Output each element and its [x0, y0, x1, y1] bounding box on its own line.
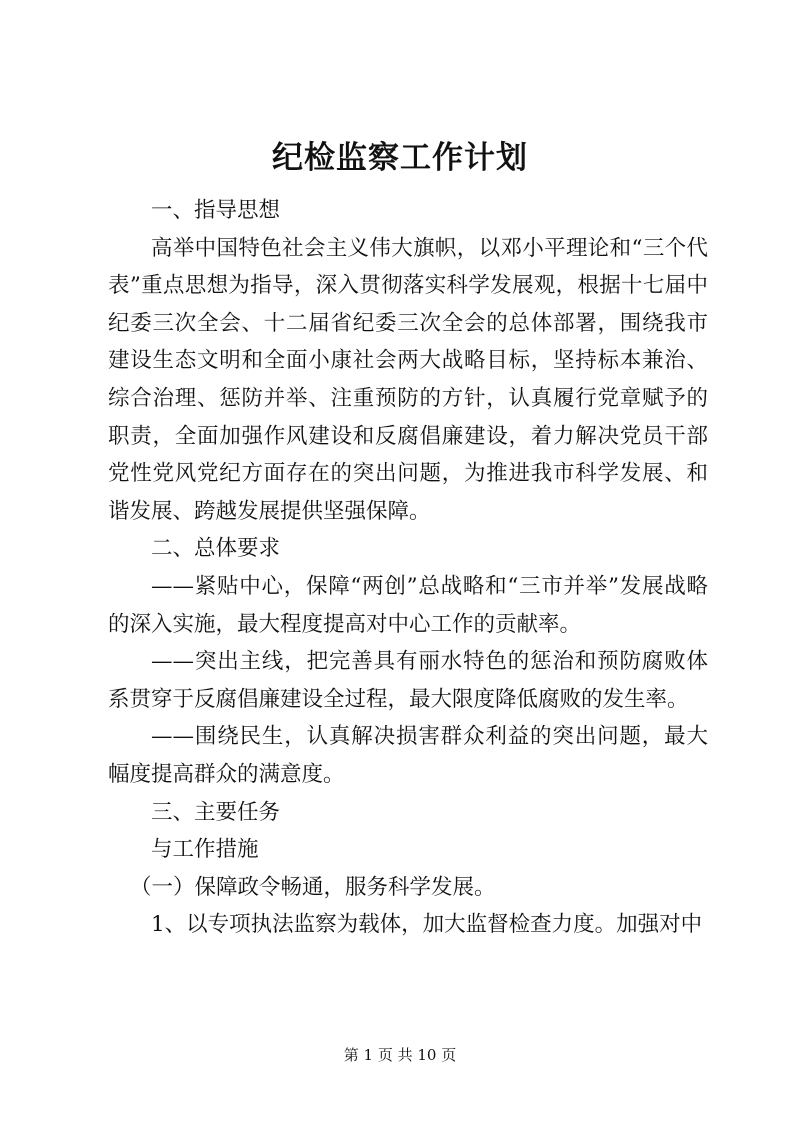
requirement-item-3: ——围绕民生，认真解决损害群众利益的突出问题，最大幅度提高群众的满意度。 [108, 724, 708, 787]
heading-guiding-ideology: 一、指导思想 [151, 198, 281, 223]
heading-main-tasks-continued: 与工作措施 [151, 837, 259, 863]
requirement-item-2: ——突出主线，把完善具有丽水特色的惩治和预防腐败体系贯穿于反腐倡廉建设全过程，最大限度降低腐败的发生率。 [108, 649, 708, 712]
document-title: 纪检监察工作计划 [272, 140, 528, 176]
subheading-1: （一）保障政令畅通，服务科学发展。 [130, 874, 496, 900]
heading-general-requirements: 二、总体要求 [151, 536, 281, 562]
task-item-1: 1、以专项执法监察为载体，加大监督检查力度。加强对中 [151, 912, 703, 938]
paragraph-guiding-ideology: 高举中国特色社会主义伟大旗帜，以邓小平理论和“三个代表”重点思想为指导，深入贯彻落实科学发展观，根据十七届中纪委三次全会、十二届省纪委三次全会的总体部署，围绕我市建设生态文明和全面小康社会两大战略目标，坚持标本兼治、综合治理、惩防并举、注重预防的方针，认真履行党章赋予的职责，全面加强作风建设和反腐倡廉建设，着力解决党员干部党性党风党纪方面存在的突出问题，为推进我市科学发展、和谐发展、跨越发展提供坚强保障。 [108, 235, 708, 524]
document-body [108, 192, 708, 944]
requirement-item-1: ——紧贴中心，保障“两创”总战略和“三市并举”发展战略的深入实施，最大程度提高对中心工作的贡献率。 [108, 573, 708, 637]
heading-main-tasks: 三、主要任务 [151, 799, 281, 825]
page-number-footer: 第 1 页 共 10 页 [343, 1046, 457, 1064]
